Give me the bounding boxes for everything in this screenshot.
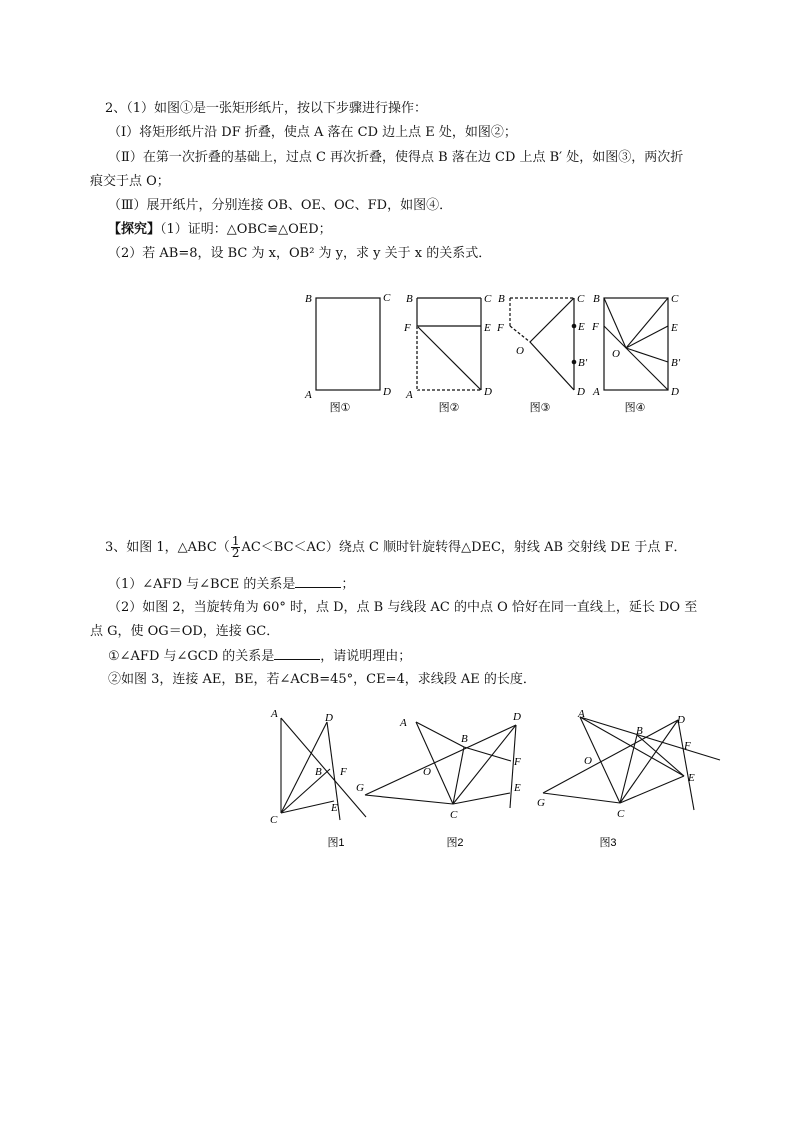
p3-figures <box>260 700 730 859</box>
p3-heading <box>105 535 686 561</box>
label-a: A <box>271 708 278 720</box>
label-o: O <box>423 766 431 778</box>
label-a: A <box>400 717 407 729</box>
rectangle-abcd <box>316 298 380 390</box>
label-f: F <box>404 322 411 334</box>
label-c: C <box>270 814 278 826</box>
label-e: E <box>578 321 585 333</box>
p2-step-3: （Ⅲ）展开纸片，分别连接 OB、OE、OC、FD，如图④． <box>108 198 453 213</box>
label-c: C <box>450 809 458 821</box>
p3-question-1 <box>108 575 354 594</box>
label-f: F <box>592 321 599 333</box>
caption-fig-2: 图2 <box>446 837 464 849</box>
label-c: C <box>671 293 679 305</box>
p2-figure-svg <box>300 288 700 418</box>
label-o: O <box>584 755 592 767</box>
answer-blank-2[interactable] <box>274 647 320 660</box>
q1-text: （1）∠AFD 与∠BCE 的关系是 <box>108 577 296 592</box>
p3-head-a: 3、如图 1，△ABC（ <box>105 540 230 555</box>
sub1-end: ，请说明理由； <box>320 649 412 664</box>
label-e: E <box>484 322 491 334</box>
p2-heading: 2、（1）如图①是一张矩形纸片，按以下步骤进行操作： <box>105 101 428 116</box>
p2-step-2-cont: 痕交于点 O； <box>90 174 170 189</box>
label-f: F <box>684 740 691 752</box>
figure-3 <box>496 293 588 414</box>
p2-explore-2: （2）若 AB=8，设 BC 为 x，OB² 为 y，求 y 关于 x 的关系式． <box>108 246 492 261</box>
label-o: O <box>516 345 524 357</box>
label-c: C <box>577 293 585 305</box>
label-e: E <box>688 772 695 784</box>
label-e: E <box>671 322 678 334</box>
label-a: A <box>578 708 585 720</box>
label-b: B <box>406 293 413 305</box>
q1-end: ； <box>341 577 355 592</box>
p3-figure-svg <box>260 700 730 855</box>
label-d: D <box>671 386 679 398</box>
fig-1 <box>270 708 366 849</box>
label-g: G <box>356 782 364 794</box>
caption-fig-2: 图② <box>438 402 460 414</box>
label-d: D <box>677 714 685 726</box>
fig-3 <box>537 708 720 849</box>
p2-figures <box>300 288 700 422</box>
label-a: A <box>305 389 312 401</box>
p3-head-b: AC＜BC＜AC）绕点 C 顺时针旋转得△DEC，射线 AB 交射线 DE 于点 F． <box>241 540 687 555</box>
label-b: B <box>461 733 468 745</box>
explore-tag: 【探究】 <box>108 222 161 237</box>
caption-fig-4: 图④ <box>624 402 646 414</box>
label-b: B <box>593 293 600 305</box>
label-a: A <box>406 389 413 401</box>
fold-line-df <box>417 326 481 390</box>
label-d: D <box>577 386 585 398</box>
label-a: A <box>593 386 600 398</box>
p3-question-2-cont: 点 G，使 OG＝OD，连接 GC． <box>90 624 280 639</box>
label-b: B <box>636 725 643 737</box>
label-f: F <box>514 756 521 768</box>
label-d: D <box>484 386 492 398</box>
figure-2 <box>403 293 492 414</box>
fig-2 <box>356 711 521 849</box>
figure-1 <box>304 292 391 414</box>
label-o: O <box>612 348 620 360</box>
p3-sub-2: ②如图 3，连接 AE，BE，若∠ACB=45°，CE=4，求线段 AE 的长度． <box>108 672 536 687</box>
explore-1-text: （1）证明：△OBC≌△OED； <box>160 222 332 237</box>
label-b: B <box>315 766 322 778</box>
label-b: B <box>305 293 312 305</box>
label-e: E <box>514 782 521 794</box>
label-f: F <box>340 766 347 778</box>
p3-sub-1 <box>108 647 411 666</box>
p2-explore-1 <box>108 221 332 239</box>
figure-4 <box>591 293 681 414</box>
label-e: E <box>331 802 338 814</box>
label-b: B <box>498 293 505 305</box>
label-b-prime: B′ <box>578 357 588 369</box>
label-d: D <box>383 386 391 398</box>
label-c: C <box>617 808 625 820</box>
p2-step-2: （Ⅱ）在第一次折叠的基础上，过点 C 再次折叠，使得点 B 落在边 CD 上点 B′ 处，如图③，两次折 <box>108 150 684 165</box>
label-b-prime: B′ <box>671 357 681 369</box>
caption-fig-1: 图1 <box>327 837 345 849</box>
frac-denominator: 2 <box>231 546 240 560</box>
caption-fig-3: 图③ <box>529 402 551 414</box>
p3-question-2: （2）如图 2，当旋转角为 60° 时，点 D，点 B 与线段 AC 的中点 O 恰好在同一直线上，延长 DO 至 <box>108 600 698 615</box>
label-d: D <box>513 711 521 723</box>
label-c: C <box>484 293 492 305</box>
label-d: D <box>325 712 333 724</box>
label-g: G <box>537 797 545 809</box>
label-f: F <box>497 322 504 334</box>
answer-blank-1[interactable] <box>295 575 341 588</box>
sub1-text: ①∠AFD 与∠GCD 的关系是 <box>108 649 275 664</box>
fraction-one-half <box>231 536 241 559</box>
frac-numerator: 1 <box>231 534 240 548</box>
label-c: C <box>383 292 391 304</box>
caption-fig-3: 图3 <box>599 837 617 849</box>
p2-step-1: （Ⅰ）将矩形纸片沿 DF 折叠，使点 A 落在 CD 边上点 E 处，如图②； <box>108 125 517 140</box>
caption-fig-1: 图① <box>329 402 351 414</box>
